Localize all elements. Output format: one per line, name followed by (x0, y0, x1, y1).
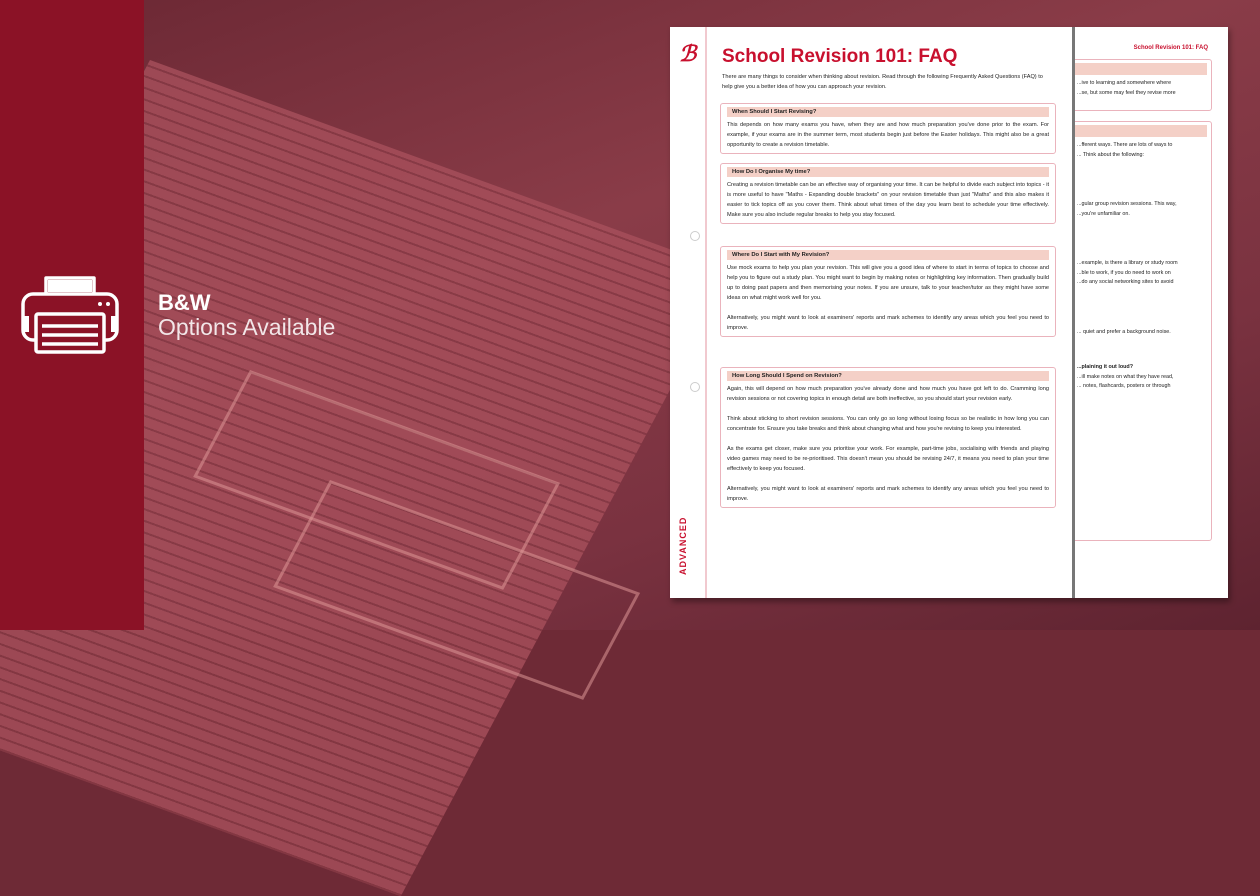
faq-paragraph: This depends on how many exams you have, when they are and how much preparation you've done prior to the exam. For example, if your exams are in the summer term, most students begin just before the Easter holidays. This might also be a great opportunity to create a revision timetable. (727, 122, 1049, 148)
faq-section (1074, 59, 1212, 111)
brand-logo: ℬ (679, 41, 697, 66)
faq-section (720, 103, 1056, 154)
document-right-page (1074, 27, 1228, 598)
faq-heading: How Do I Organise My time? (727, 167, 1049, 177)
faq-paragraph: Again, this will depend on how much preparation you've already done and how much you have got left to do. Cramming long revision sessions or not covering topics in enough detail are both ineffective, so you should start your revision early. (727, 386, 1049, 402)
faq-text: ...you're unfamiliar on. (1077, 210, 1130, 217)
faq-text: ...ble to work, if you do need to work on (1077, 269, 1171, 276)
faq-heading-bar (1074, 63, 1207, 75)
faq-text: ...ill make notes on what they have read, (1077, 373, 1174, 380)
document-title: School Revision 101: FAQ (722, 46, 958, 67)
intro-text: There are many things to consider when thinking about revision. Read through the following Frequently Asked Questions (FAQ) to help give you a better idea of how you can approach your revision. (722, 74, 1043, 90)
faq-text: ... Think about the following: (1077, 151, 1145, 158)
faq-text: ... quiet and prefer a background noise. (1077, 328, 1171, 335)
faq-subheading: ...plaining it out loud? (1077, 364, 1133, 370)
faq-section (720, 163, 1056, 224)
printer-icon (20, 272, 120, 356)
page-spine (1072, 27, 1075, 598)
faq-paragraph: Use mock exams to help you plan your revision. This will give you a good idea of where to start in terms of topics to choose and help you to figure out a study plan. You might want to begin by making notes or highlighting key information. Then gradually build up to doing past papers and then memorising your notes. If you are unsure, talk to your teacher/tutor as they might have some ideas on what might work well for you. (727, 265, 1049, 301)
faq-section (720, 246, 1056, 337)
faq-paragraph: Alternatively, you might want to look at examiners' reports and mark schemes to identify any areas which you feel you need to improve. (727, 486, 1049, 502)
faq-text: ...do any social networking sites to avoid (1077, 279, 1174, 285)
faq-paragraph: Think about sticking to short revision sessions. You can only go so long without losing focus so be realistic in how long you can concentrate for. Ensure you take breaks and think about changing what and how you're revising to keep you interested. (727, 416, 1049, 432)
faq-text: ...example, is there a library or study room (1077, 260, 1178, 266)
faq-text: ...fferent ways. There are lots of ways to (1077, 142, 1173, 148)
faq-heading: Where Do I Start with My Revision? (727, 250, 1049, 260)
faq-heading: When Should I Start Revising? (727, 107, 1049, 117)
faq-heading: How Long Should I Spend on Revision? (727, 371, 1049, 381)
document-left-page (670, 27, 1073, 598)
punch-hole (690, 382, 700, 392)
margin-line (705, 27, 707, 598)
brand-wordmark: ADVANCED (678, 516, 688, 575)
faq-text: ...se, but some may feel they revise more (1077, 89, 1176, 96)
faq-heading-bar (1074, 125, 1207, 137)
bw-label: B&W (158, 290, 211, 315)
punch-hole (690, 231, 700, 241)
faq-text: ... notes, flashcards, posters or through (1077, 383, 1171, 389)
faq-paragraph: Alternatively, you might want to look at examiners' reports and mark schemes to identify any areas which you feel you need to improve. (727, 315, 1049, 331)
faq-paragraph: As the exams get closer, make sure you prioritise your work. For example, part-time jobs, socialising with friends and playing video games may need to be re-prioritised. This doesn't mean you should be revising 24/7, it means you need to plan your time effectively to keep you focused. (727, 446, 1049, 472)
faq-paragraph: Creating a revision timetable can be an effective way of organising your time. It can be helpful to divide each subject into topics - it is more useful to have "Maths - Expanding double brackets" on your revision timetable than just "Maths" and this also makes it easier to tick topics off as you cover them. Think about what times of the day you learn best to schedule your time effectively. Make sure you also include regular breaks to help you stay focused. (727, 182, 1049, 218)
faq-section (720, 367, 1056, 508)
faq-section (1074, 121, 1212, 541)
faq-text: ...ive to learning and somewhere where (1077, 80, 1172, 86)
faq-text: ...gular group revision sessions. This way, (1077, 201, 1177, 207)
options-available-label: Options Available (158, 314, 336, 340)
running-header: School Revision 101: FAQ (1133, 45, 1208, 51)
